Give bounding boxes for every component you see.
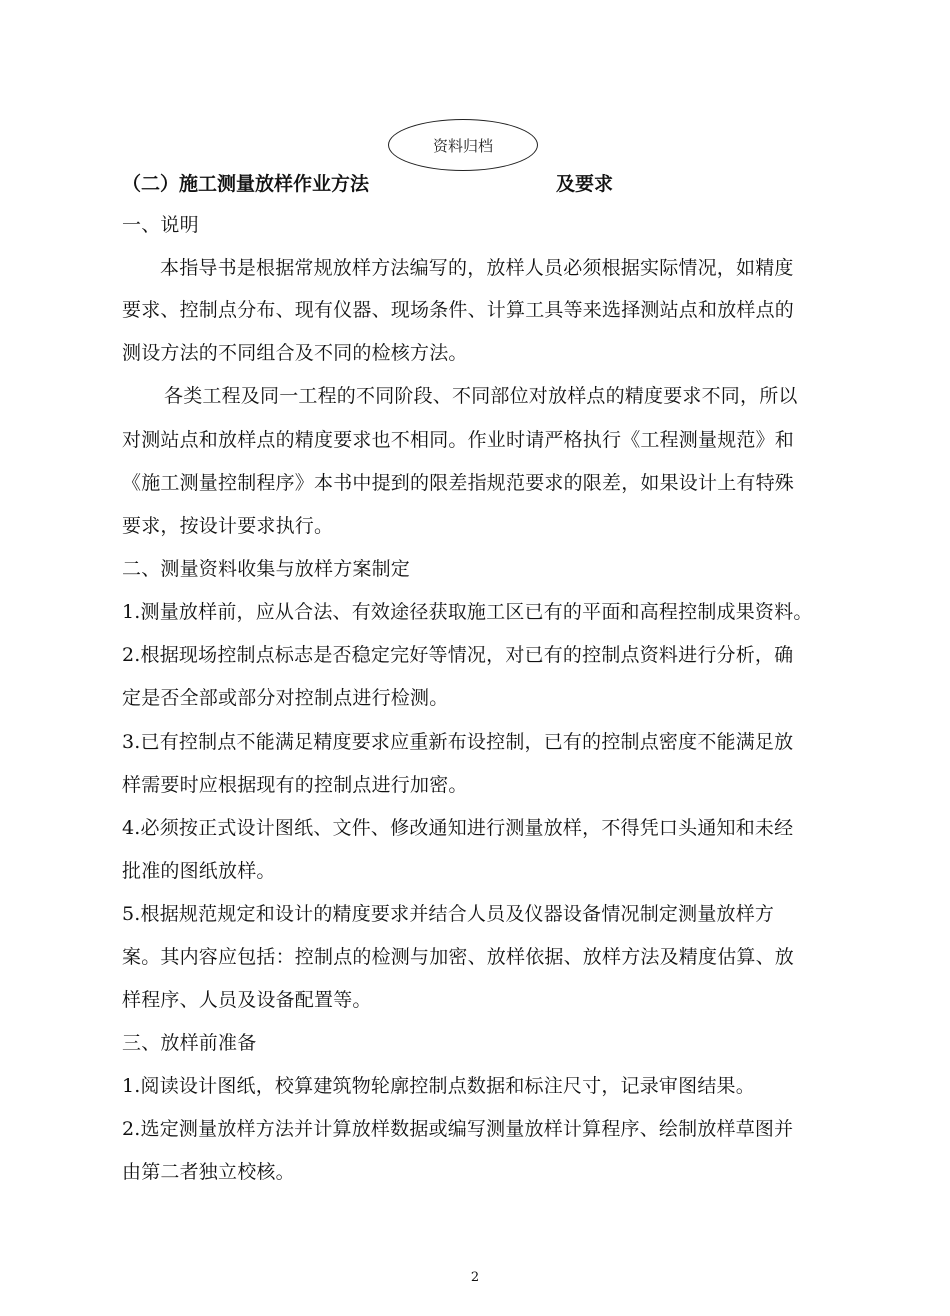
list-item: 1.测量放样前，应从合法、有效途径获取施工区已有的平面和高程控制成果资料。 <box>122 601 813 623</box>
section-heading-suffix: 及要求 <box>556 173 614 195</box>
section-title-3: 三、放样前准备 <box>122 1032 257 1054</box>
paragraph-line: 对测站点和放样点的精度要求也不相同。作业时请严格执行《工程测量规范》和 <box>122 429 795 451</box>
section-title-2: 二、测量资料收集与放样方案制定 <box>122 558 411 580</box>
list-item: 2.根据现场控制点标志是否稳定完好等情况，对已有的控制点资料进行分析，确 <box>122 644 794 666</box>
list-item-continuation: 定是否全部或部分对控制点进行检测。 <box>122 687 449 709</box>
paragraph-line: 各类工程及同一工程的不同阶段、不同部位对放样点的精度要求不同，所以 <box>164 385 798 407</box>
list-item-continuation: 样需要时应根据现有的控制点进行加密。 <box>122 774 468 796</box>
paragraph-line: 要求、控制点分布、现有仪器、现场条件、计算工具等来选择测站点和放样点的 <box>122 299 795 321</box>
section-title-1: 一、说明 <box>122 214 199 236</box>
page-number: 2 <box>470 1270 480 1285</box>
archive-stamp <box>388 119 538 171</box>
paragraph-line: 要求，按设计要求执行。 <box>122 515 334 537</box>
list-item-continuation: 样程序、人员及设备配置等。 <box>122 989 372 1011</box>
list-item-continuation: 批准的图纸放样。 <box>122 860 276 882</box>
paragraph-line: 测设方法的不同组合及不同的检核方法。 <box>122 342 468 364</box>
paragraph-line: 本指导书是根据常规放样方法编写的，放样人员必须根据实际情况，如精度 <box>160 257 794 279</box>
list-item: 2.选定测量放样方法并计算放样数据或编写测量放样计算程序、绘制放样草图并 <box>122 1118 794 1140</box>
list-item: 5.根据规范规定和设计的精度要求并结合人员及仪器设备情况制定测量放样方 <box>122 903 775 925</box>
list-item-continuation: 案。其内容应包括：控制点的检测与加密、放样依据、放样方法及精度估算、放 <box>122 946 795 968</box>
archive-stamp-text: 资料归档 <box>432 136 493 155</box>
list-item-continuation: 由第二者独立校核。 <box>122 1161 295 1183</box>
paragraph-line: 《施工测量控制程序》本书中提到的限差指规范要求的限差，如果设计上有特殊 <box>122 472 795 494</box>
list-item: 3.已有控制点不能满足精度要求应重新布设控制，已有的控制点密度不能满足放 <box>122 731 794 753</box>
list-item: 4.必须按正式设计图纸、文件、修改通知进行测量放样，不得凭口头通知和未经 <box>122 817 794 839</box>
section-heading: （二）施工测量放样作业方法 <box>122 173 370 195</box>
list-item: 1.阅读设计图纸，校算建筑物轮廓控制点数据和标注尺寸，记录审图结果。 <box>122 1075 755 1097</box>
